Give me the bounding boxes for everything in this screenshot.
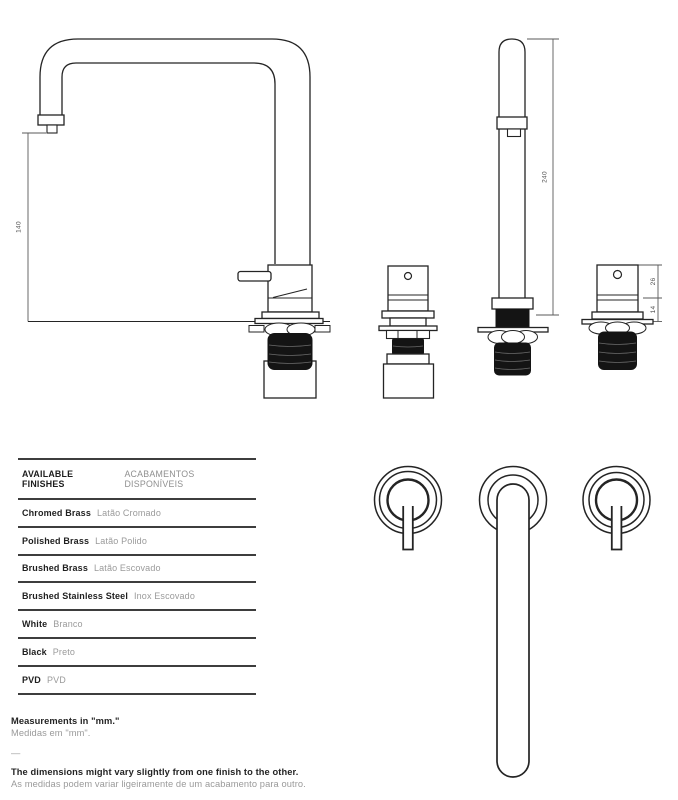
finish-name-pt: Latão Escovado: [93, 563, 161, 574]
finishes-title-en: AVAILABLE FINISHES: [22, 469, 74, 489]
finish-name-en: Brushed Stainless Steel: [22, 591, 128, 602]
note-measurements-pt: Medidas em "mm".: [11, 728, 91, 738]
lever-handle: [238, 272, 271, 282]
finish-name-en: White: [22, 619, 48, 630]
finish-name-en: PVD: [22, 674, 41, 685]
spout-arm: [497, 484, 529, 777]
available-finishes-table: [18, 458, 256, 695]
spout-tube: [499, 39, 525, 298]
dim-label-14: 14: [650, 305, 657, 314]
spout-top-view: [480, 467, 547, 778]
dimension-140: [22, 133, 46, 322]
note-variance-pt: As medidas podem variar ligeiramente de um acabamento para outro.: [11, 779, 306, 789]
top-view-right-knob: [583, 467, 650, 550]
knob-stem: [612, 506, 622, 550]
finish-name-en: Brushed Brass: [22, 563, 88, 574]
tube-band: [497, 117, 527, 129]
note-variance-en: The dimensions might vary slightly from one finish to the other.: [11, 767, 299, 777]
finish-name-pt: Inox Escovado: [134, 591, 195, 602]
valve-front-view-left: [379, 266, 437, 398]
finish-name-pt: Latão Cromado: [96, 507, 161, 518]
dim-label-140: 140: [15, 221, 23, 233]
finish-name-pt: PVD: [46, 674, 66, 685]
finish-name-pt: Branco: [53, 619, 83, 630]
finish-name-pt: Latão Polido: [95, 535, 147, 546]
finish-row: [18, 500, 256, 528]
spout-front-view: [478, 39, 559, 376]
valve-body: [597, 265, 638, 312]
finish-name-en: Chromed Brass: [22, 507, 91, 518]
valve-front-view-right: [582, 265, 662, 370]
finishes-title-pt: ACABAMENTOS DISPONÍVEIS: [124, 469, 195, 489]
faucet-side-view: [16, 39, 331, 398]
finishes-table-header: [18, 460, 256, 500]
finish-name-en: Black: [22, 646, 47, 657]
top-view-left-knob: [375, 467, 442, 550]
spout-outlet: [38, 115, 64, 125]
finish-row: [18, 611, 256, 639]
finish-row: [18, 639, 256, 667]
dim-label-240: 240: [541, 171, 549, 183]
finish-row: [18, 556, 256, 584]
note-measurements-en: Measurements in "mm.": [11, 716, 120, 726]
mixer-body: [268, 265, 312, 312]
threaded-shank: [268, 333, 313, 370]
measurement-notes: [11, 715, 306, 790]
threaded-shank: [598, 332, 637, 371]
finish-row: [18, 667, 256, 695]
finish-row: [18, 583, 256, 611]
threaded-shank: [494, 343, 531, 376]
base-collar: [492, 298, 533, 309]
knob-stem: [403, 506, 413, 550]
finish-name-en: Polished Brass: [22, 535, 90, 546]
finish-name-pt: Preto: [52, 646, 76, 657]
dim-label-26: 26: [650, 277, 657, 286]
aerator: [47, 125, 57, 133]
finish-row: [18, 528, 256, 556]
note-separator: —: [11, 748, 21, 758]
spout-outline: [40, 39, 310, 265]
